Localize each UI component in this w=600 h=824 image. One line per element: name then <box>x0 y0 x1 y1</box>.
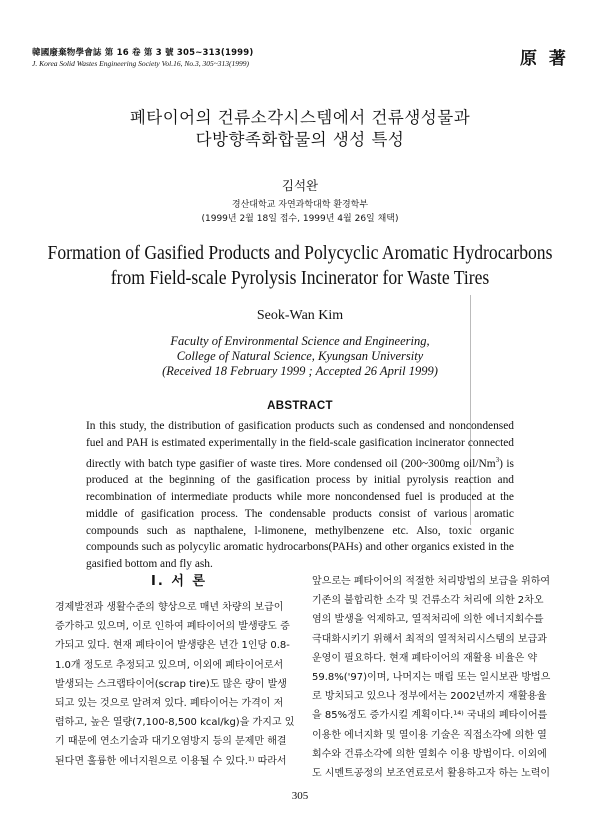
title-korean-line-2: 다방향족화합물의 생성 특성 <box>195 130 405 149</box>
left-column-line: 발생되는 스크랩타이어(scrap tire)도 많은 량이 발생 <box>55 678 287 690</box>
journal-citation-korean: 韓國廢棄物學會誌 第 16 卷 第 3 號 305~313(1999) <box>32 48 254 58</box>
left-column-line: 가되고 있다. 현재 폐타이어 발생량은 년간 1인당 0.8- <box>55 640 290 652</box>
right-column-line: 기존의 불합리한 소각 및 건류소각 처리에 의한 2차오 <box>312 595 544 607</box>
introduction-right-column <box>312 572 560 783</box>
left-column-line: 경제발전과 생활수준의 향상으로 매년 차량의 보급이 <box>55 602 284 613</box>
received-dates-english: (Received 18 February 1999 ; Accepted 26 April 1999) <box>162 364 438 378</box>
left-column-line: 렴하고, 높은 열량(7,100-8,500 kcal/kg)을 가지고 있 <box>55 717 295 729</box>
affiliation-english-line-1: Faculty of Environmental Science and Engineering, <box>170 334 430 348</box>
right-column-line: 로 방치되고 있으나 정부에서는 2002년까지 재활용율 <box>312 691 547 703</box>
right-column-line: 염의 발생을 억제하고, 열적처리에 의한 에너지회수를 <box>312 614 544 626</box>
right-column-line: 회수와 건류소각에 의한 열회수 이용 방법이다. 이외에 <box>312 748 547 760</box>
author-english: Seok-Wan Kim <box>256 308 344 323</box>
article-type-tag: 原 著 <box>520 49 569 69</box>
right-column-line: 앞으로는 폐타이어의 적절한 처리방법의 보급을 위하여 <box>312 576 551 587</box>
title-english-line-2: from Field-scale Pyrolysis Incinerator for Waste Tires <box>110 267 490 289</box>
abstract-body <box>86 418 514 573</box>
author-korean: 김석완 <box>281 178 319 193</box>
right-column-line: 59.8%('97)이며, 나머지는 매립 또는 일시보관 방법으 <box>312 672 551 684</box>
page-number: 305 <box>291 790 309 802</box>
affiliation-english-line-2: College of Natural Science, Kyungsan University <box>176 349 424 363</box>
abstract-heading: ABSTRACT <box>267 400 333 412</box>
received-dates-korean: (1999년 2월 18일 접수, 1999년 4월 26일 채택) <box>201 214 399 224</box>
introduction-left-column <box>55 598 303 771</box>
introduction-heading: Ⅰ. 서 론 <box>151 574 207 589</box>
left-column-line: 되고 있는 것으로 알려져 있다. 폐타이어는 가격이 저 <box>55 698 284 710</box>
right-column-line: 운영이 필요하다. 현재 폐타이어의 재활용 비율은 약 <box>312 652 538 664</box>
right-column-line: 이용한 에너지화 및 열이용 기술은 직접소각에 의한 열 <box>312 729 547 741</box>
affiliation-korean: 경산대학교 자연과학대학 환경학부 <box>231 200 369 210</box>
journal-citation-english: J. Korea Solid Wastes Engineering Society Vol.16, No.3, 305~313(1999) <box>32 59 250 68</box>
left-column-line: 기 때문에 연소기술과 대기오염방지 등의 문제만 해결 <box>55 736 287 748</box>
abstract-text-part-1: In this study, the distribution of gasification products such as condensed and noncondensed fuel and PAH is estimated experimentally in the field-scale gasification incinerator connected directly with batch type gasifier of waste tires. More condensed oil (200~300mg oil/Nm <box>86 420 514 470</box>
right-column-line: 도 시멘트공정의 보조연료로서 활용하고자 하는 노력이 <box>312 768 551 780</box>
abstract-superscript: 3 <box>495 455 500 464</box>
right-column-line: 을 85%정도 증가시킬 계획이다.¹⁴⁾ 국내의 폐타이어를 <box>312 710 548 722</box>
left-column-line: 된다면 훌륭한 에너지원으로 이용될 수 있다.¹⁾ 따라서 <box>55 755 287 767</box>
title-korean-line-1: 폐타이어의 건류소각시스템에서 건류생성물과 <box>129 108 471 127</box>
left-column-line: 증가하고 있으며, 이로 인하여 폐타이어의 발생량도 증 <box>55 621 290 633</box>
title-english-line-1: Formation of Gasified Products and Polycyclic Aromatic Hydrocarbons <box>47 242 553 264</box>
left-column-line: 1.0개 정도로 추정되고 있으며, 이외에 폐타이어로서 <box>55 659 284 671</box>
abstract-text-part-2: ) is produced at the beginning of the gasification process by initial pyrolysis reaction and recombination of intermediate products while more noncondensed fuel is produced at the middle of gasification process. The condensable products consist of various aromatic compounds such as napthalene, l-limonene, methylbenzene etc. Also, toxic organic compounds such as polycylic aromatic hydrocarbons(PAHs) and other organics existed in the gasified bottom and fly ash. <box>86 457 514 571</box>
right-column-line: 극대화시키기 위해서 최적의 열적처리시스템의 보급과 <box>312 633 547 645</box>
